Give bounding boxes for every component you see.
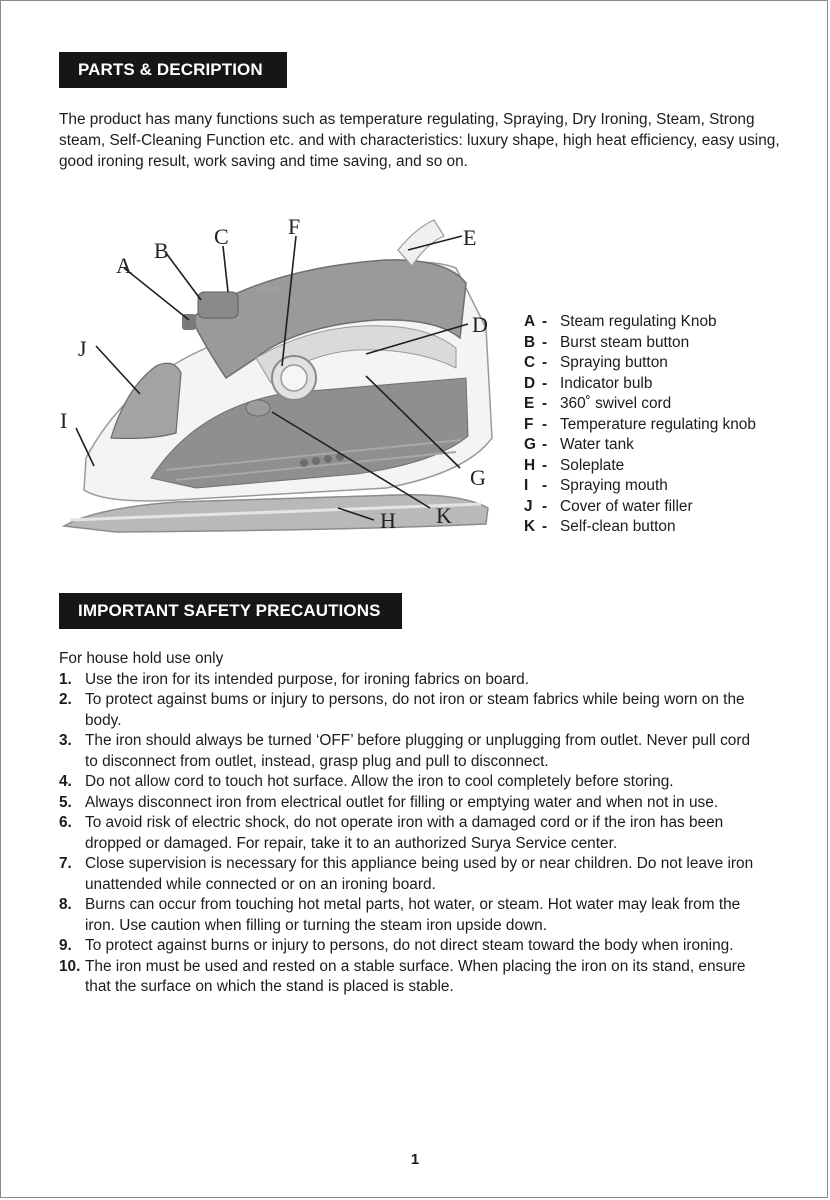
safety-item [59,690,759,731]
item-text: To avoid risk of electric shock, do not operate iron with a damaged cord or if the iron has been dropped or damaged. For repair, take it to an authorized Surya Service center. [85,814,724,852]
legend-dash: - [542,313,548,330]
item-number: 9. [59,937,72,954]
legend-letter: I [524,477,529,494]
item-text: Burns can occur from touching hot metal parts, hot water, or steam. Hot water may leak from the iron. Use caution when filling or turning the steam iron upside down. [85,896,741,934]
legend-dash: - [542,436,548,453]
legend-dash: - [542,518,548,535]
safety-list [59,670,759,998]
callout-b: B [154,238,169,263]
intro-paragraph: The product has many functions such as temperature regulating, Spraying, Dry Ironing, Steam, Strong steam, Self-Cleaning Function etc. and with characteristics: luxury shape, high heat efficiency, easy using, good ironing result, work saving and time saving, and so on. [59,111,780,170]
item-number: 4. [59,773,72,790]
safety-item [59,936,759,957]
item-number: 3. [59,732,72,749]
legend-dash: - [542,415,548,433]
legend-item [524,476,814,497]
callout-i: I [60,408,68,433]
item-number: 5. [59,793,72,811]
legend-item [524,435,814,456]
self-clean-button-shape [246,400,270,416]
parts-heading: PARTS & DECRIPTION [59,52,287,88]
legend-item [524,353,814,374]
callout-f: F [288,214,301,239]
callout-c: C [214,224,229,249]
legend-letter: F [524,415,534,433]
spraying-button-shape [198,292,238,318]
legend-label: Spraying button [560,354,668,371]
safety-item [59,895,759,936]
safety-item [59,772,759,793]
safety-intro: For house hold use only [59,650,224,667]
safety-item [59,793,759,814]
legend-dash: - [542,477,548,494]
item-number: 7. [59,855,72,872]
legend-letter: E [524,395,535,412]
safety-item [59,854,759,895]
safety-item [59,957,759,998]
item-text: The iron should always be turned ‘OFF’ before plugging or unplugging from outlet. Never pull cord to disconnect from outlet, instead, grasp plug and pull to disconnect. [85,732,751,770]
legend-letter: K [524,518,536,535]
safety-item [59,731,759,772]
item-text: The iron must be used and rested on a stable surface. When placing the iron on its stand, ensure that the surface on which the stand is placed is stable. [85,957,746,995]
item-number: 1. [59,670,72,688]
item-text: Always disconnect iron from electrical outlet for filling or emptying water and when not in use. [85,793,719,811]
page-number: 1 [410,1151,420,1168]
legend-item [524,312,814,333]
legend-label: Soleplate [560,456,625,474]
legend-label: Cover of water filler [560,497,693,515]
legend-label: Indicator bulb [560,374,653,392]
legend-letter: H [524,456,536,474]
legend-label: Steam regulating Knob [560,313,717,330]
safety-section [59,649,759,998]
callout-g: G [470,465,486,490]
legend-item [524,497,814,518]
legend-letter: J [524,497,533,515]
legend-letter: A [524,313,536,330]
item-number: 10. [59,957,81,975]
legend-dash: - [542,456,548,474]
legend-item [524,394,814,415]
legend-label: Burst steam button [560,333,690,351]
parts-legend [524,312,814,538]
item-number: 6. [59,814,72,831]
callout-d: D [472,312,488,337]
safety-item [59,670,759,691]
item-text: Close supervision is necessary for this appliance being used by or near children. Do not leave iron unattended while connected or on an ironing board. [85,855,754,893]
iron-illustration [56,208,498,538]
legend-letter: C [524,354,536,371]
legend-letter: G [524,436,536,453]
callout-k: K [436,503,452,528]
item-number: 8. [59,896,72,913]
callout-a: A [116,253,132,278]
legend-dash: - [542,374,548,392]
legend-letter: B [524,333,536,351]
legend-item [524,333,814,354]
legend-letter: D [524,374,536,392]
item-text: To protect against burns or injury to persons, do not direct steam toward the body when ironing. [85,937,734,954]
callout-h: H [380,508,396,533]
legend-dash: - [542,354,548,371]
safety-item [59,813,759,854]
legend-item [524,415,814,436]
callout-e: E [463,225,477,250]
legend-item [524,517,814,538]
legend-dash: - [542,497,548,515]
legend-label: Water tank [560,436,634,453]
item-text: To protect against bums or injury to persons, do not iron or steam fabrics while being worn on the body. [85,691,745,729]
legend-label: 360˚ swivel cord [560,395,672,412]
legend-dash: - [542,395,548,412]
item-text: Use the iron for its intended purpose, for ironing fabrics on board. [85,670,530,688]
item-number: 2. [59,691,72,708]
legend-item [524,456,814,477]
item-text: Do not allow cord to touch hot surface. Allow the iron to cool completely before storing. [85,773,674,790]
legend-label: Temperature regulating knob [560,415,756,433]
legend-label: Self-clean button [560,518,676,535]
legend-label: Spraying mouth [560,477,668,494]
legend-dash: - [542,333,548,351]
legend-item [524,374,814,395]
callout-j: J [78,336,87,361]
safety-heading: IMPORTANT SAFETY PRECAUTIONS [59,593,402,629]
iron-diagram [56,208,498,538]
